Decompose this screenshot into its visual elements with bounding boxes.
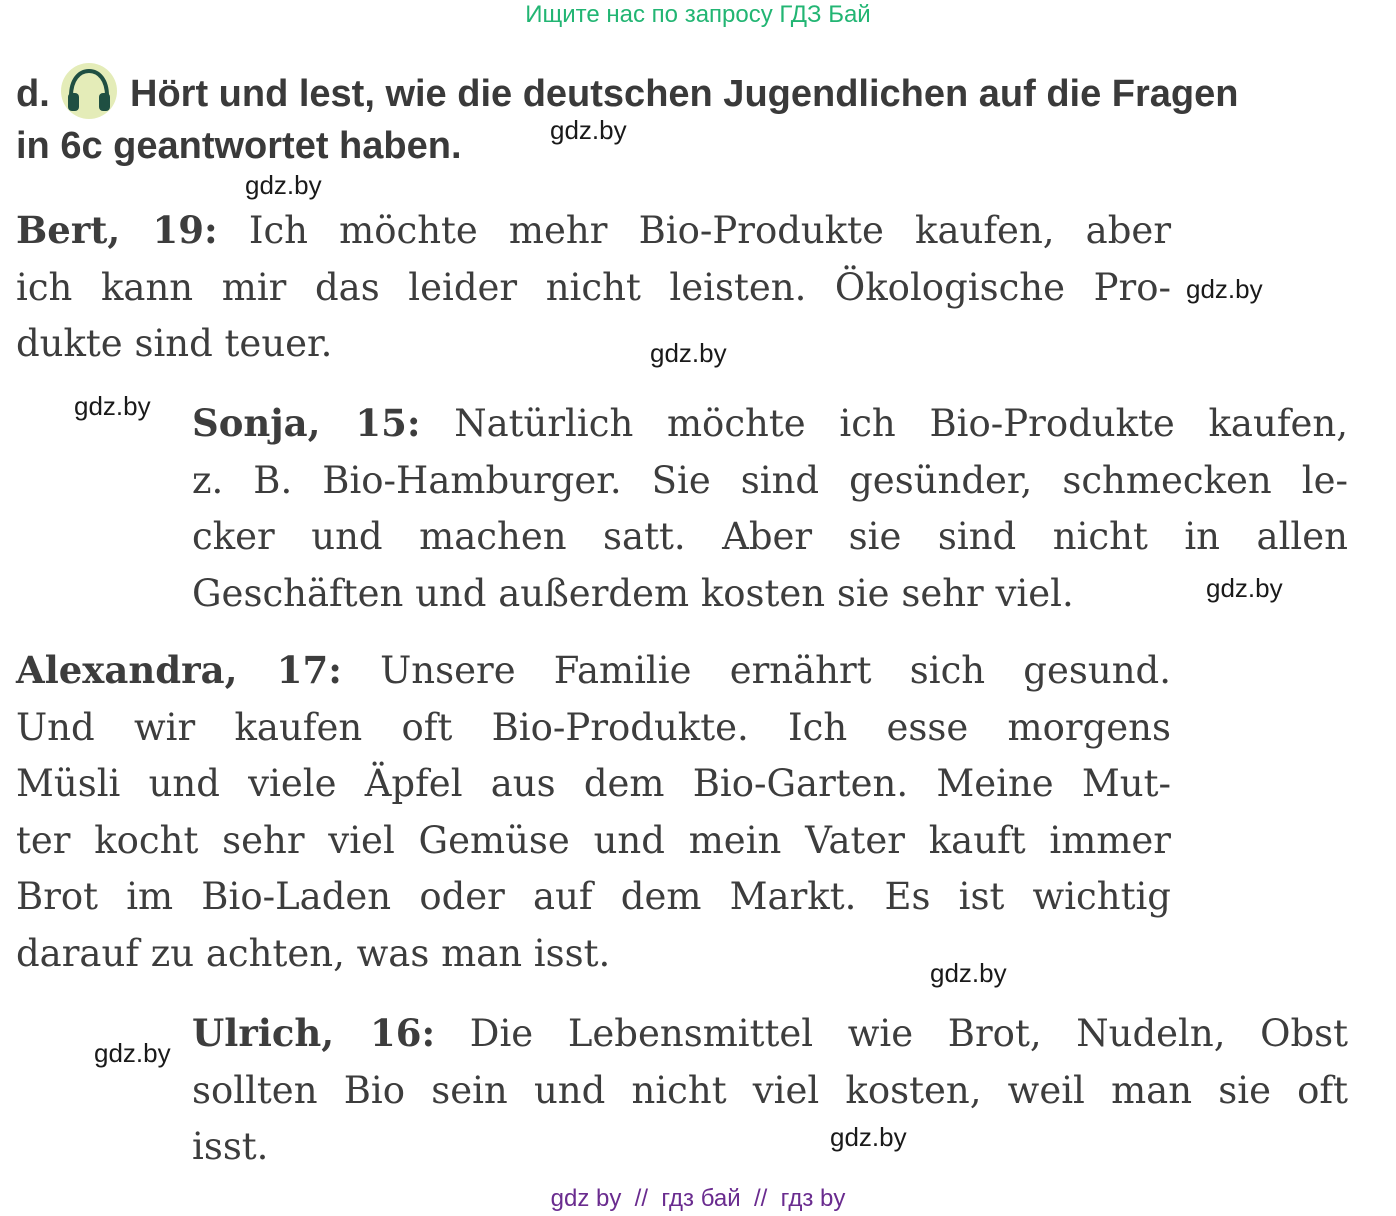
answer-line: sollten Bio sein und nicht viel kosten, weil man sie oft [192,1068,1348,1112]
speaker-name: Ulrich, 16: [192,1011,436,1055]
answer-line: Ulrich, 16: Die Lebensmittel wie Brot, Nudeln, Obst [192,1011,1348,1055]
answer-line: cker und machen satt. Aber sie sind nicht in allen [192,515,1348,558]
answer-line: Sonja, 15: Natürlich möchte ich Bio-Produkte kaufen, [192,401,1349,445]
answer-sonja [192,395,1348,622]
watermark: gdz.by [930,958,1007,988]
watermark: gdz.by [650,338,727,368]
speaker-name: Alexandra, 17: [16,648,342,692]
answer-line: Und wir kaufen oft Bio-Produkte. Ich esse morgens [16,705,1171,749]
watermark: gdz.by [74,391,151,421]
answer-line: darauf zu achten, was man isst. [16,931,611,975]
answer-line: Alexandra, 17: Unsere Familie ernährt sich gesund. [16,648,1171,692]
answer-line: ter kocht sehr viel Gemüse und mein Vater kauft immer [16,818,1171,862]
answer-bert [16,202,1171,373]
answer-line: z. B. Bio-Hamburger. Sie sind gesünder, schmecken le- [192,458,1348,502]
answer-line: ich kann mir das leider nicht leisten. Ökologische Pro- [16,265,1171,309]
task-title-line2: in 6c geantwortet haben. [16,125,462,167]
headphones-icon[interactable] [60,62,118,120]
watermark: gdz.by [245,170,322,200]
top-banner: Ищите нас по запросу ГДЗ Бай [525,1,871,28]
answer-line: Geschäften und außerdem kosten sie sehr viel. [192,571,1074,615]
footer-watermark: gdz by // гдз бай // гдз by [550,1185,846,1212]
answer-line: Müsli und viele Äpfel aus dem Bio-Garten. Meine Mut- [16,762,1171,805]
watermark: gdz.by [1186,274,1263,304]
speaker-name: Bert, 19: [16,208,218,252]
answer-line: Bert, 19: Ich möchte mehr Bio-Produkte kaufen, aber [16,208,1172,252]
speaker-name: Sonja, 15: [192,401,421,445]
watermark: gdz.by [830,1122,907,1152]
answer-line: Brot im Bio-Laden oder auf dem Markt. Es ist wichtig [16,875,1171,918]
watermark: gdz.by [1206,573,1283,603]
watermark: gdz.by [94,1038,171,1068]
task-letter: d. [16,73,50,115]
task-title-line1: Hört und lest, wie die deutschen Jugendlichen auf die Fragen [130,73,1239,115]
task-heading [16,62,1376,172]
answer-alexandra [16,642,1171,982]
watermark: gdz.by [550,115,627,145]
answer-ulrich [192,1005,1348,1176]
answer-line: dukte sind teuer. [16,322,333,365]
answer-line: isst. [192,1125,269,1168]
